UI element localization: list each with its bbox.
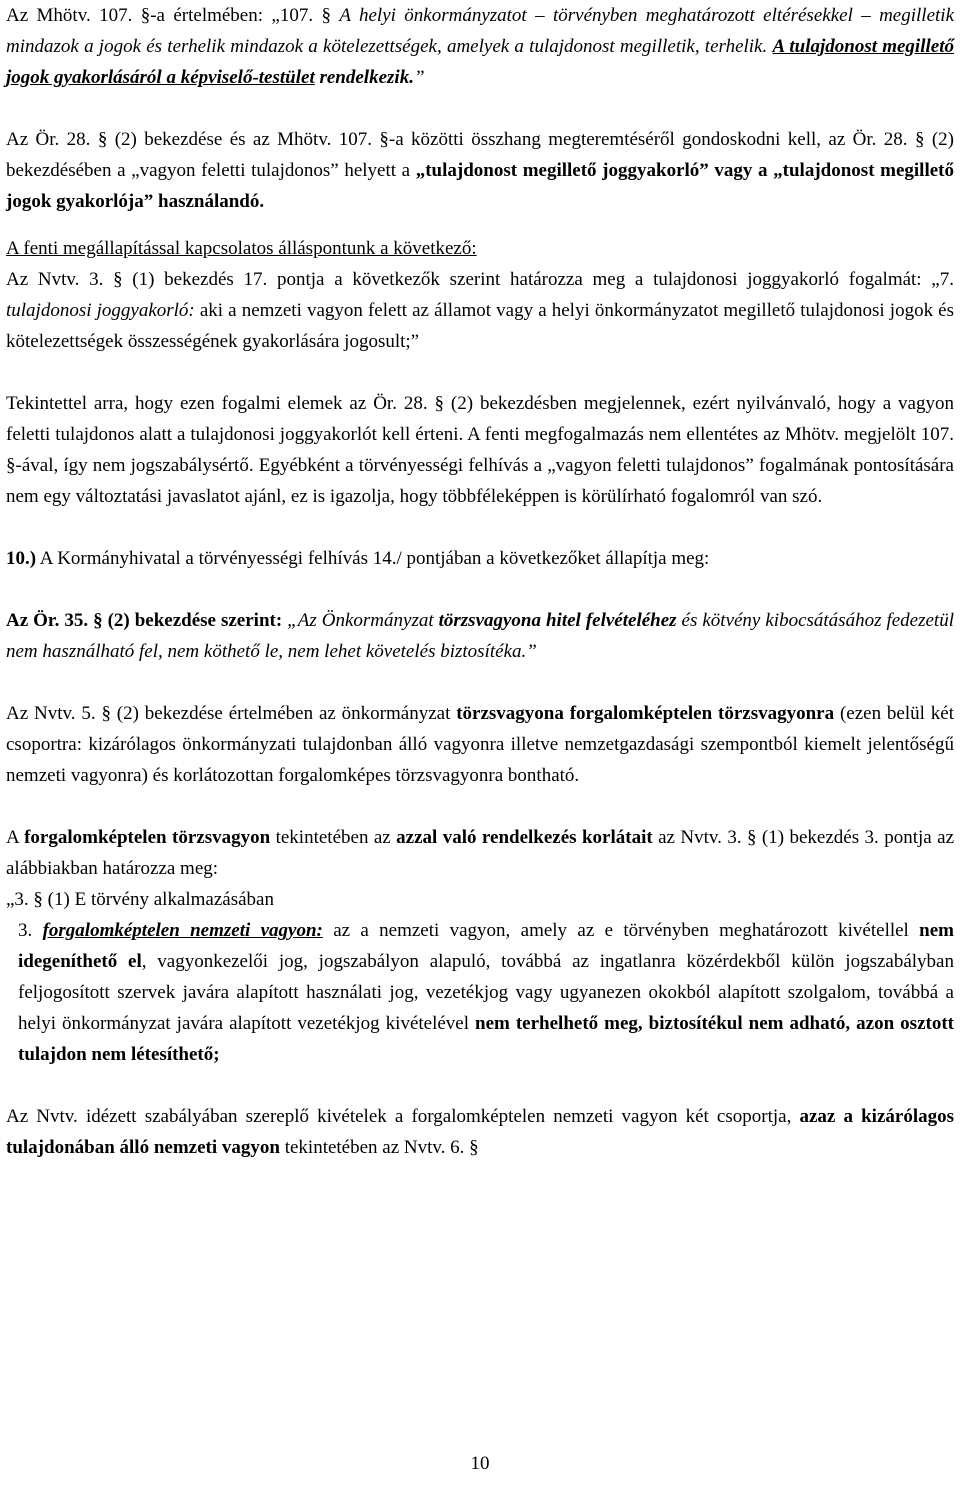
bold-text-run: nem terhelhető meg, biztosítékul nem adható, azon osztott tulajdon nem létesíthető; xyxy=(18,1013,954,1065)
text-run: Az Ör. 28. § (2) bekezdése és az Mhötv. 107. §-a közötti összhang megteremtéséről gondoskodni kell, az Ör. 28. § (2) bekezdésében a „vagyon feletti tulajdonos” helyett a xyxy=(6,129,954,181)
italic-term: tulajdonosi joggyakorló: xyxy=(6,300,195,321)
text-run: aki a nemzeti vagyon felett az államot vagy a helyi önkormányzatot megillető tulajdonosi jogok és kötelezettségek összességének gyakorlására jogosult;” xyxy=(6,300,954,352)
paragraph-point-10 xyxy=(6,543,954,574)
bold-text-run: azaz a kizárólagos tulajdonában álló nemzeti vagyon xyxy=(6,1106,954,1158)
text-run: az Nvtv. 3. § (1) bekezdés 3. pontja az alábbiakban határozza meg: xyxy=(6,827,954,879)
closing-quote: ” xyxy=(413,67,425,88)
text-run: az a nemzeti vagyon, amely az e törvényben meghatározott kivétellel xyxy=(322,920,920,941)
paragraph-allaspont xyxy=(6,233,954,357)
text-run: „3. § (1) E törvény alkalmazásában xyxy=(6,889,274,910)
quoted-law-emphasis-end: rendelkezik. xyxy=(314,67,414,88)
text-run: Egyébként a törvényességi felhívás a „vagyon feletti tulajdonos” fogalmának pontosítására nem egy változtatási javaslatot ajánl, ez is igazolja, hogy többféleképpen is körülírható fogalomról van szó. xyxy=(6,455,954,507)
paragraph-tekintettel xyxy=(6,388,954,512)
text-run: Az Nvtv. idézett szabályában szereplő kivételek a forgalomképtelen nemzeti vagyon két csoportja, xyxy=(6,1106,800,1127)
paragraph-mhotv-107 xyxy=(6,0,954,93)
text-run: Tekintettel arra, hogy ezen fogalmi elemek az Ör. 28. § (2) bekezdésben megjelennek, ezért nyilvánvaló, hogy a vagyon feletti tulajdonos alatt a tulajdonosi joggyakorlót kell érteni. A fenti megfogalmazás nem ellentétes az Mhötv. megjelölt 107. §-ával, így nem jogszabálysértő. xyxy=(6,393,954,476)
bold-text-run: „tulajdonost megillető joggyakorló” vagy a „tulajdonost megillető jogok gyakorlója” használandó. xyxy=(6,160,954,212)
paragraph-osszhang xyxy=(6,124,954,217)
paragraph-nvtv-5 xyxy=(6,698,954,791)
bold-text-run: nem idegeníthető el xyxy=(18,920,954,972)
paragraph-quote-start xyxy=(6,884,954,915)
text-run: Az Nvtv. 3. § (1) bekezdés 17. pontja a következők szerint határozza meg a tulajdonosi joggyakorló fogalmát: „7. xyxy=(6,269,954,290)
text-run: , vagyonkezelői jog, jogszabályon alapuló, továbbá az ingatlanra közérdekből külön jogszabályban feljogosított szervek javára alapított használati jog, vezetékjog vagy ugyanezen okokból alapított szolgalom, továbbá a helyi önkormányzat javára alapított vezetékjog kivételével xyxy=(18,951,954,1034)
bold-text-run: azzal való rendelkezés korlátait xyxy=(396,827,653,848)
text-run: A xyxy=(6,827,25,848)
quoted-law-text: A helyi önkormányzatot – törvényben meghatározott eltérésekkel – megilletik mindazok a jogok és terhelik mindazok a kötelezettségek, amelyek a tulajdonost megilletik, terhelik. xyxy=(6,5,955,57)
point-number: 10.) xyxy=(6,548,37,569)
bold-text-run: forgalomképtelen törzsvagyon xyxy=(24,827,271,848)
quoted-text: és kötvény kibocsátásához fedezetül nem használható fel, nem köthető le, nem lehet követelés biztosítéka.” xyxy=(6,610,954,662)
quoted-emphasis: törzsvagyona hitel felvételéhez xyxy=(438,610,677,631)
paragraph-forgalomkeptelen xyxy=(6,822,954,884)
bold-text-run: Az Ör. 35. § (2) bekezdése szerint: xyxy=(6,610,283,631)
text-run: Az Mhötv. 107. §-a értelmében: „107. § xyxy=(6,5,340,26)
paragraph-nvtv-kivetelek xyxy=(6,1101,954,1163)
text-run: A Kormányhivatal a törvényességi felhívás 14./ pontjában a következőket állapítja meg: xyxy=(36,548,710,569)
text-run: tekintetében az xyxy=(270,827,397,848)
section-heading: A fenti megállapítással kapcsolatos álláspontunk a következő: xyxy=(6,238,477,259)
quoted-text: „Az Önkormányzat xyxy=(282,610,439,631)
paragraph-definition-3 xyxy=(6,915,954,1070)
text-run: 3. xyxy=(18,920,43,941)
text-run: tekintetében az Nvtv. 6. § xyxy=(279,1137,479,1158)
bold-text-run: törzsvagyona forgalomképtelen törzsvagyonra xyxy=(456,703,835,724)
text-run: (ezen belül két csoportra: kizárólagos önkormányzati tulajdonban álló vagyonra illetve nemzetgazdasági szempontból kiemelt jelentőségű nemzeti vagyonra) és korlátozottan forgalomképes törzsvagyonra bontható. xyxy=(6,703,954,786)
defined-term: forgalomképtelen nemzeti vagyon: xyxy=(42,920,323,941)
page-number: 10 xyxy=(470,1453,490,1474)
quoted-law-emphasis: A tulajdonost megillető jogok gyakorlásáról a képviselő-testület xyxy=(6,36,954,88)
paragraph-or-35 xyxy=(6,605,954,667)
text-run: Az Nvtv. 5. § (2) bekezdése értelmében az önkormányzat xyxy=(6,703,457,724)
